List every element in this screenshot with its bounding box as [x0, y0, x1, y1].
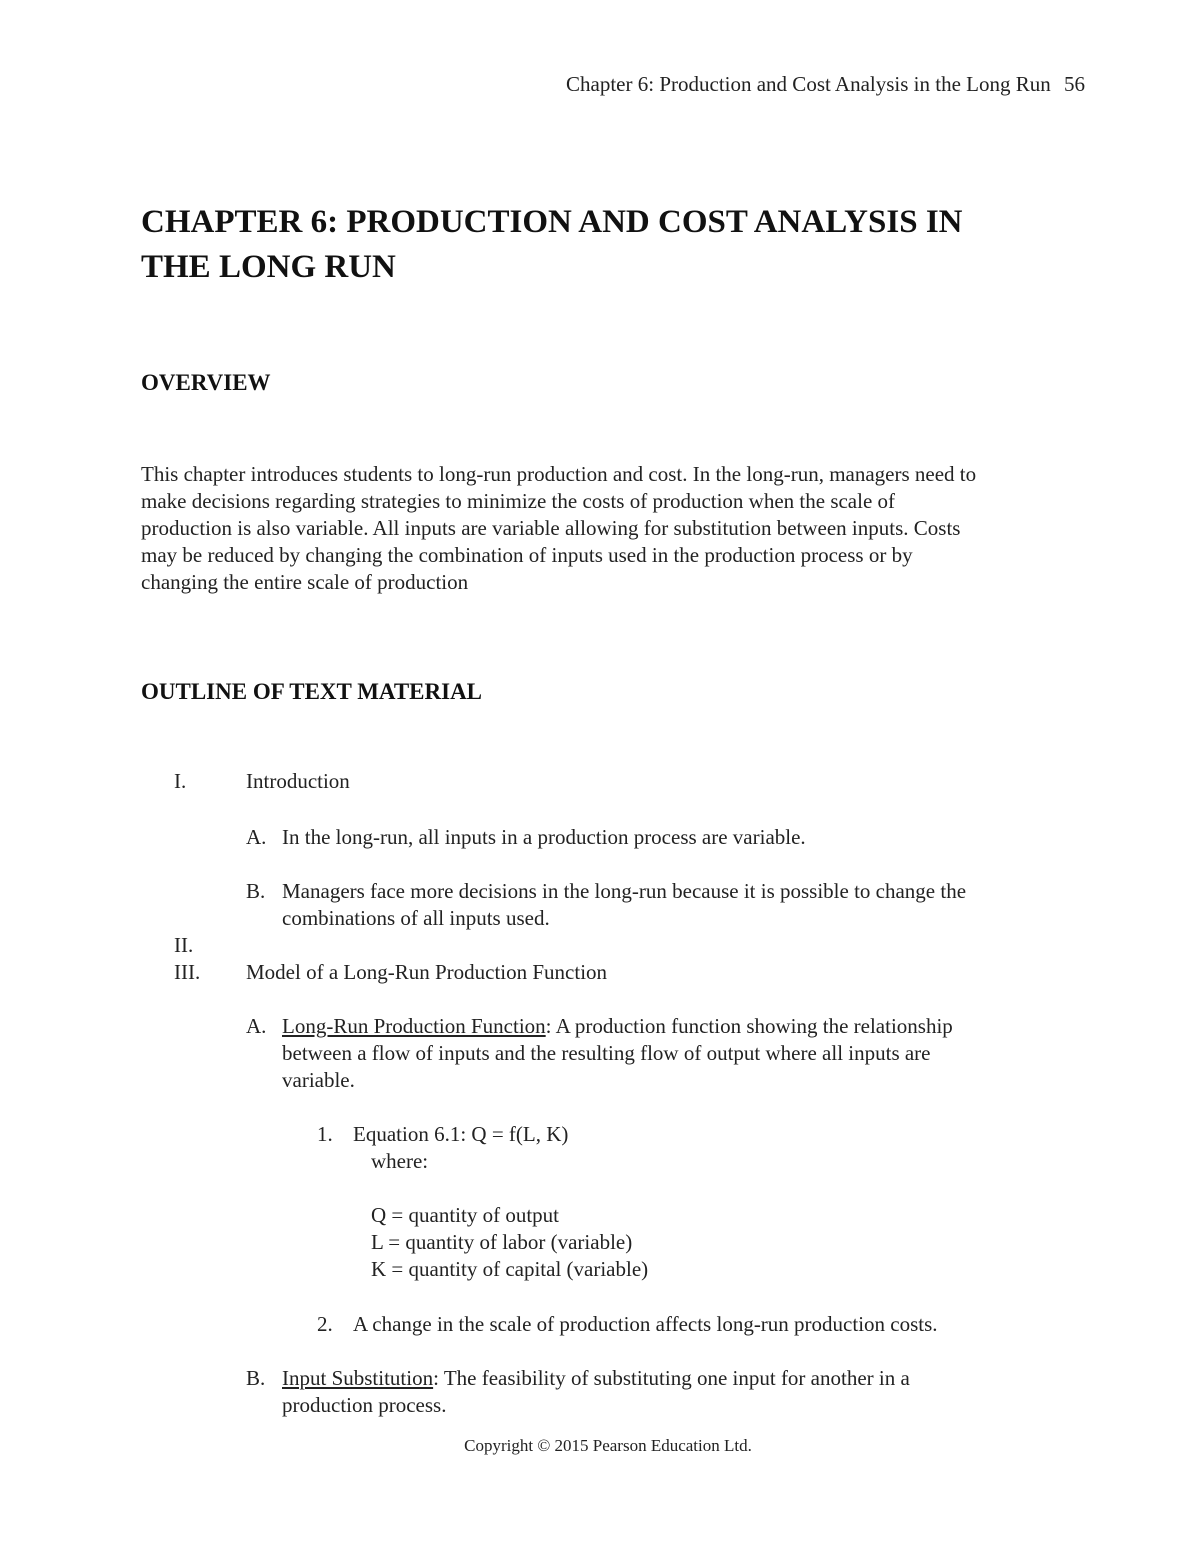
chapter-title-line-1: CHAPTER 6: PRODUCTION AND COST ANALYSIS IN — [141, 204, 963, 240]
section-1-numeral: I. — [174, 769, 187, 793]
sub-item-1-number: 1. — [317, 1122, 333, 1146]
section-1-title: Introduction — [246, 769, 350, 793]
section-3-item-a-line-2: between a flow of inputs and the resulting flow of output where all inputs are — [282, 1041, 931, 1065]
section-1-item-a-letter: A. — [246, 825, 267, 849]
section-3-item-b-letter: B. — [246, 1366, 266, 1390]
term-long-run-production-function: Long-Run Production Function — [282, 1014, 546, 1038]
definition-text: : A production function showing the relationship — [545, 1014, 953, 1038]
overview-heading: OVERVIEW — [141, 370, 271, 395]
section-3-item-a-line-3: variable. — [282, 1068, 355, 1092]
section-2-numeral: II. — [174, 933, 194, 957]
overview-paragraph — [141, 461, 1101, 596]
outline-heading: OUTLINE OF TEXT MATERIAL — [141, 679, 483, 704]
section-3-item-a-line-1 — [282, 1013, 953, 1040]
overview-line: This chapter introduces students to long-run production and cost. In the long-run, managers need to — [141, 462, 977, 486]
overview-line: changing the entire scale of production — [141, 570, 469, 594]
section-1-item-a-text: In the long-run, all inputs in a production process are variable. — [282, 825, 806, 849]
term-input-substitution: Input Substitution — [282, 1366, 434, 1390]
chapter-title-line-2: THE LONG RUN — [141, 249, 396, 285]
section-3-item-b-line-2: production process. — [282, 1393, 447, 1417]
section-3-numeral: III. — [174, 960, 201, 984]
definition-q: Q = quantity of output — [371, 1203, 559, 1227]
overview-line: may be reduced by changing the combination of inputs used in the production process or by — [141, 543, 913, 567]
copyright-footer: Copyright © 2015 Pearson Education Ltd. — [464, 1436, 752, 1455]
overview-line: make decisions regarding strategies to minimize the costs of production when the scale of — [141, 489, 896, 513]
sub-item-2-text: A change in the scale of production affects long-run production costs. — [353, 1312, 938, 1336]
sub-item-2-number: 2. — [317, 1312, 333, 1336]
section-1-item-b-line-2: combinations of all inputs used. — [282, 906, 550, 930]
definition-k: K = quantity of capital (variable) — [371, 1257, 649, 1281]
where-label: where: — [371, 1149, 429, 1173]
section-3-item-a-letter: A. — [246, 1014, 267, 1038]
definition-text: : The feasibility of substituting one input for another in a — [433, 1366, 910, 1390]
definition-l: L = quantity of labor (variable) — [371, 1230, 633, 1254]
page-number: 56 — [1064, 72, 1085, 96]
running-head-text: Chapter 6: Production and Cost Analysis in the Long Run — [566, 72, 1051, 96]
section-3-title: Model of a Long-Run Production Function — [246, 960, 608, 984]
running-header — [566, 72, 1085, 97]
chapter-title — [141, 200, 1061, 290]
section-3-item-b-line-1 — [282, 1365, 910, 1392]
section-1-item-b-line-1: Managers face more decisions in the long-run because it is possible to change the — [282, 879, 967, 903]
section-1-item-b-letter: B. — [246, 879, 266, 903]
overview-line: production is also variable. All inputs are variable allowing for substitution between inputs. Costs — [141, 516, 961, 540]
equation-6-1: Equation 6.1: Q = f(L, K) — [353, 1122, 569, 1146]
